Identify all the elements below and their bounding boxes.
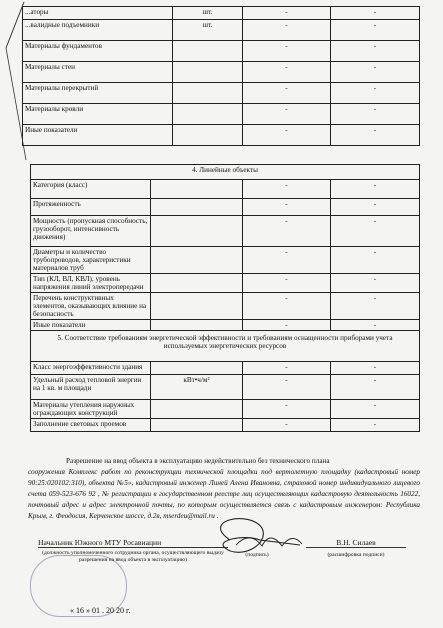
row-plan-value: - <box>243 274 331 293</box>
row-plan-value: - <box>243 104 331 125</box>
row-plan-value: - <box>243 62 331 83</box>
row-fact-value: - <box>331 125 420 146</box>
row-name: Иные показатели <box>31 320 151 331</box>
row-plan-value: - <box>243 375 331 400</box>
row-plan-value: - <box>243 362 331 375</box>
row-plan-value: - <box>243 247 331 274</box>
position-caption: (должность уполномоченного сотрудника органа, осуществляющего выдачу разрешения на ввод объекта в эксплуатацию) <box>42 550 224 563</box>
row-plan-value: - <box>243 125 331 146</box>
row-name: Категория (класс) <box>31 180 151 199</box>
row-plan-value: - <box>243 41 331 62</box>
row-name: Удельный расход тепловой энергии на 1 кв. м площади <box>31 375 151 400</box>
row-plan-value: - <box>243 419 331 432</box>
row-fact-value: - <box>331 400 420 419</box>
row-unit: шт. <box>173 7 243 20</box>
row-plan-value: - <box>243 400 331 419</box>
row-fact-value: - <box>331 419 420 432</box>
row-fact-value: - <box>331 180 420 199</box>
row-fact-value: - <box>331 274 420 293</box>
signature-caption: (подпись) <box>245 552 269 558</box>
row-name: Протяженность <box>31 199 151 216</box>
row-fact-value: - <box>331 7 420 20</box>
row-fact-value: - <box>331 293 420 320</box>
row-fact-value: - <box>331 20 420 41</box>
row-name: Класс энергоэффективности здания <box>31 362 151 375</box>
row-name: Тип (КЛ, ВЛ, КВЛ), уровень напряжения линий электропередачи <box>31 274 151 293</box>
row-name: Материалы стен <box>23 62 173 83</box>
row-plan-value: - <box>243 320 331 331</box>
row-fact-value: - <box>331 83 420 104</box>
paragraph-body: сооружения Комплекс работ по реконструкции технической площадки под вертолетную площадку (кадастровый номер 90:25:020102:310), объекта №5», кадастровый инженер Линей Алена Ивановна, страховой номер индивидуального лицевого счета 059-523-676 92 , № регистрации в государственном реестре лиц осуществляющих кадастровую деятельность 16022, почтовый адрес и адрес электронной почты, по которым осуществляется связь с кадастровым инженером: Республика Крым, г. Феодосия, Керченское шоссе, д.2в, mserdeu@mail.ru . <box>28 468 420 520</box>
row-plan-value: - <box>243 216 331 247</box>
row-fact-value: - <box>331 104 420 125</box>
row-name: Материалы кровли <box>23 104 173 125</box>
row-name: Перечень конструктивных элементов, оказывающих влияние на безопасность <box>31 293 151 320</box>
row-plan-value: - <box>243 20 331 41</box>
signatory-position: Начальник Южного МТУ Росавиации <box>38 538 228 548</box>
row-name: Материалы фундаментов <box>23 41 173 62</box>
row-fact-value: - <box>331 216 420 247</box>
issue-date: « 16 » 01 . 20 20 г. <box>70 606 131 615</box>
row-fact-value: - <box>331 362 420 375</box>
row-plan-value: - <box>243 293 331 320</box>
row-plan-value: - <box>243 180 331 199</box>
row-fact-value: - <box>331 247 420 274</box>
row-name: Иные показатели <box>23 125 173 146</box>
signatory-name: В.Н. Силаев <box>306 538 406 548</box>
row-name: Диаметры и количество трубопроводов, характеристики материалов труб <box>31 247 151 274</box>
row-fact-value: - <box>331 199 420 216</box>
row-fact-value: - <box>331 375 420 400</box>
row-name: Материалы перекрытий <box>23 83 173 104</box>
section-4-title: 4. Линейные объекты <box>31 165 420 180</box>
row-plan-value: - <box>243 199 331 216</box>
row-name: ...валидные подъемники <box>23 20 173 41</box>
row-fact-value: - <box>331 320 420 331</box>
signatory-name-caption: (расшифровка подписи) <box>327 552 385 558</box>
paragraph-lead: Разрешение на ввод объекта в эксплуатацию недействительно без технического плана <box>66 457 330 465</box>
row-plan-value: - <box>243 7 331 20</box>
row-name: Мощность (пропускная способность, грузооборот, интенсивность движения) <box>31 216 151 247</box>
section-5-title: 5. Соответствие требованиям энергетической эффективности и требованиям оснащенности приборами учета используемых энергетических ресурсов <box>31 331 420 362</box>
row-name: Заполнение световых проемов <box>31 419 151 432</box>
row-unit: шт. <box>173 20 243 41</box>
row-name: Материалы утепления наружных ограждающих конструкций <box>31 400 151 419</box>
row-fact-value: - <box>331 41 420 62</box>
row-plan-value: - <box>243 83 331 104</box>
row-fact-value: - <box>331 62 420 83</box>
row-name: ...аторы <box>23 7 173 20</box>
row-unit: кВт•ч/м² <box>151 375 243 400</box>
